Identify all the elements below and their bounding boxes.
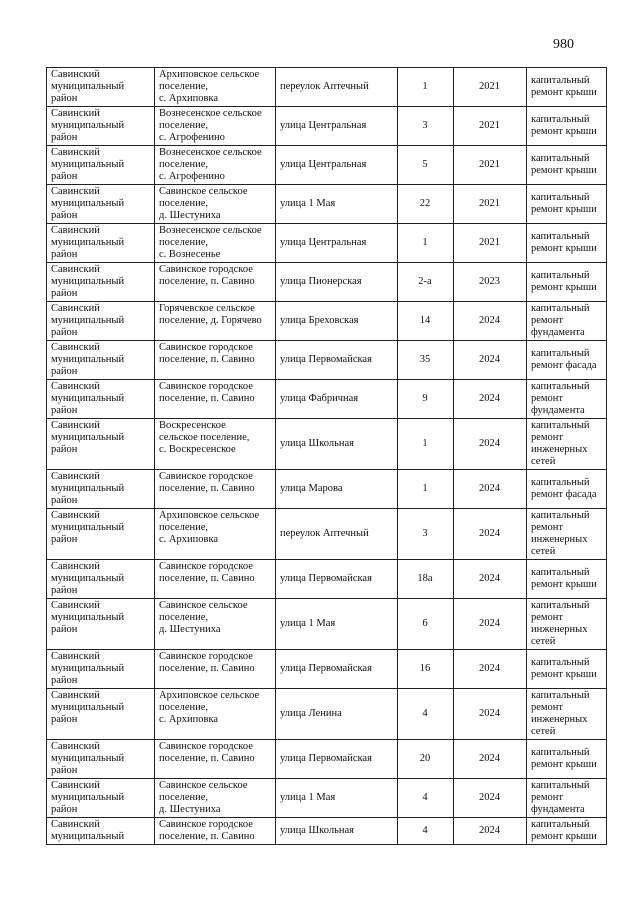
house-number-cell: 14 xyxy=(398,302,454,341)
year-cell: 2024 xyxy=(454,380,527,419)
street-cell: улица Школьная xyxy=(276,818,398,845)
region-cell: Савинский муниципальный район xyxy=(47,650,155,689)
street-cell: улица 1 Мая xyxy=(276,185,398,224)
settlement-cell: Савинское городское поселение, п. Савино xyxy=(155,470,276,509)
table-row xyxy=(47,185,607,224)
table-row xyxy=(47,263,607,302)
house-number-cell: 22 xyxy=(398,185,454,224)
year-cell: 2024 xyxy=(454,302,527,341)
settlement-cell: Вознесенское сельское поселение, с. Вознесенье xyxy=(155,224,276,263)
region-cell: Савинский муниципальный район xyxy=(47,470,155,509)
year-cell: 2024 xyxy=(454,419,527,470)
work-type-cell: капитальный ремонт крыши xyxy=(527,146,607,185)
work-type-cell: капитальный ремонт крыши xyxy=(527,107,607,146)
table-row xyxy=(47,599,607,650)
region-cell: Савинский муниципальный район xyxy=(47,509,155,560)
house-number-cell: 1 xyxy=(398,470,454,509)
work-type-cell: капитальный ремонт инженерных сетей xyxy=(527,509,607,560)
table-row xyxy=(47,380,607,419)
street-cell: переулок Аптечный xyxy=(276,68,398,107)
table-row xyxy=(47,818,607,845)
table-row xyxy=(47,689,607,740)
house-number-cell: 1 xyxy=(398,224,454,263)
region-cell: Савинский муниципальный район xyxy=(47,302,155,341)
work-type-cell: капитальный ремонт крыши xyxy=(527,224,607,263)
table-row xyxy=(47,419,607,470)
region-cell: Савинский муниципальный район xyxy=(47,68,155,107)
settlement-cell: Савинское городское поселение, п. Савино xyxy=(155,341,276,380)
street-cell: улица Первомайская xyxy=(276,560,398,599)
house-number-cell: 16 xyxy=(398,650,454,689)
region-cell: Савинский муниципальный район xyxy=(47,779,155,818)
work-type-cell: капитальный ремонт крыши xyxy=(527,263,607,302)
work-type-cell: капитальный ремонт фундамента xyxy=(527,380,607,419)
settlement-cell: Архиповское сельское поселение, с. Архиповка xyxy=(155,509,276,560)
register-body xyxy=(47,68,607,845)
year-cell: 2024 xyxy=(454,779,527,818)
table-row xyxy=(47,560,607,599)
table-row xyxy=(47,146,607,185)
year-cell: 2024 xyxy=(454,560,527,599)
year-cell: 2021 xyxy=(454,224,527,263)
year-cell: 2024 xyxy=(454,470,527,509)
region-cell: Савинский муниципальный район xyxy=(47,341,155,380)
street-cell: улица Центральная xyxy=(276,224,398,263)
street-cell: переулок Аптечный xyxy=(276,509,398,560)
region-cell: Савинский муниципальный район xyxy=(47,224,155,263)
year-cell: 2021 xyxy=(454,146,527,185)
house-number-cell: 35 xyxy=(398,341,454,380)
region-cell: Савинский муниципальный xyxy=(47,818,155,845)
street-cell: улица Марова xyxy=(276,470,398,509)
year-cell: 2023 xyxy=(454,263,527,302)
house-number-cell: 3 xyxy=(398,107,454,146)
street-cell: улица Фабричная xyxy=(276,380,398,419)
settlement-cell: Савинское городское поселение, п. Савино xyxy=(155,650,276,689)
region-cell: Савинский муниципальный район xyxy=(47,560,155,599)
house-number-cell: 6 xyxy=(398,599,454,650)
year-cell: 2021 xyxy=(454,68,527,107)
table-row xyxy=(47,779,607,818)
year-cell: 2024 xyxy=(454,689,527,740)
region-cell: Савинский муниципальный район xyxy=(47,380,155,419)
year-cell: 2021 xyxy=(454,107,527,146)
settlement-cell: Савинское городское поселение, п. Савино xyxy=(155,380,276,419)
region-cell: Савинский муниципальный район xyxy=(47,107,155,146)
settlement-cell: Воскресенское сельское поселение, с. Воскресенское xyxy=(155,419,276,470)
table-row xyxy=(47,740,607,779)
table-row xyxy=(47,341,607,380)
year-cell: 2024 xyxy=(454,740,527,779)
house-number-cell: 3 xyxy=(398,509,454,560)
street-cell: улица Бреховская xyxy=(276,302,398,341)
table-row xyxy=(47,302,607,341)
work-type-cell: капитальный ремонт фасада xyxy=(527,470,607,509)
year-cell: 2024 xyxy=(454,599,527,650)
work-type-cell: капитальный ремонт инженерных сетей xyxy=(527,689,607,740)
year-cell: 2024 xyxy=(454,818,527,845)
table-row xyxy=(47,107,607,146)
work-type-cell: капитальный ремонт фундамента xyxy=(527,779,607,818)
settlement-cell: Савинское городское поселение, п. Савино xyxy=(155,560,276,599)
street-cell: улица Ленина xyxy=(276,689,398,740)
settlement-cell: Архиповское сельское поселение, с. Архиповка xyxy=(155,68,276,107)
work-type-cell: капитальный ремонт крыши xyxy=(527,560,607,599)
work-type-cell: капитальный ремонт крыши xyxy=(527,740,607,779)
region-cell: Савинский муниципальный район xyxy=(47,263,155,302)
work-type-cell: капитальный ремонт инженерных сетей xyxy=(527,419,607,470)
street-cell: улица Первомайская xyxy=(276,740,398,779)
table-row xyxy=(47,650,607,689)
house-number-cell: 1 xyxy=(398,68,454,107)
region-cell: Савинский муниципальный район xyxy=(47,689,155,740)
work-type-cell: капитальный ремонт крыши xyxy=(527,650,607,689)
work-type-cell: капитальный ремонт фундамента xyxy=(527,302,607,341)
year-cell: 2024 xyxy=(454,650,527,689)
year-cell: 2024 xyxy=(454,509,527,560)
table-row xyxy=(47,224,607,263)
street-cell: улица Центральная xyxy=(276,107,398,146)
settlement-cell: Вознесенское сельское поселение, с. Агрофенино xyxy=(155,146,276,185)
work-type-cell: капитальный ремонт крыши xyxy=(527,68,607,107)
year-cell: 2021 xyxy=(454,185,527,224)
house-number-cell: 1 xyxy=(398,419,454,470)
work-type-cell: капитальный ремонт фасада xyxy=(527,341,607,380)
house-number-cell: 18а xyxy=(398,560,454,599)
work-type-cell: капитальный ремонт крыши xyxy=(527,185,607,224)
street-cell: улица 1 Мая xyxy=(276,599,398,650)
settlement-cell: Горячевское сельское поселение, д. Горячево xyxy=(155,302,276,341)
house-number-cell: 9 xyxy=(398,380,454,419)
house-number-cell: 4 xyxy=(398,818,454,845)
street-cell: улица Первомайская xyxy=(276,341,398,380)
table-row xyxy=(47,509,607,560)
settlement-cell: Савинское городское поселение, п. Савино xyxy=(155,263,276,302)
region-cell: Савинский муниципальный район xyxy=(47,599,155,650)
street-cell: улица 1 Мая xyxy=(276,779,398,818)
street-cell: улица Первомайская xyxy=(276,650,398,689)
settlement-cell: Савинское сельское поселение, д. Шестуниха xyxy=(155,779,276,818)
region-cell: Савинский муниципальный район xyxy=(47,419,155,470)
region-cell: Савинский муниципальный район xyxy=(47,740,155,779)
region-cell: Савинский муниципальный район xyxy=(47,185,155,224)
region-cell: Савинский муниципальный район xyxy=(47,146,155,185)
house-number-cell: 2-а xyxy=(398,263,454,302)
table-row xyxy=(47,68,607,107)
house-number-cell: 20 xyxy=(398,740,454,779)
settlement-cell: Вознесенское сельское поселение, с. Агрофенино xyxy=(155,107,276,146)
page-number: 980 xyxy=(553,37,574,52)
settlement-cell: Савинское городское поселение, п. Савино xyxy=(155,740,276,779)
settlement-cell: Савинское сельское поселение, д. Шестуниха xyxy=(155,185,276,224)
street-cell: улица Пионерская xyxy=(276,263,398,302)
table-row xyxy=(47,470,607,509)
house-number-cell: 5 xyxy=(398,146,454,185)
work-type-cell: капитальный ремонт инженерных сетей xyxy=(527,599,607,650)
settlement-cell: Савинское городское поселение, п. Савино xyxy=(155,818,276,845)
repair-register-table xyxy=(46,67,607,845)
settlement-cell: Архиповское сельское поселение, с. Архиповка xyxy=(155,689,276,740)
street-cell: улица Школьная xyxy=(276,419,398,470)
house-number-cell: 4 xyxy=(398,689,454,740)
house-number-cell: 4 xyxy=(398,779,454,818)
year-cell: 2024 xyxy=(454,341,527,380)
settlement-cell: Савинское сельское поселение, д. Шестуниха xyxy=(155,599,276,650)
street-cell: улица Центральная xyxy=(276,146,398,185)
work-type-cell: капитальный ремонт крыши xyxy=(527,818,607,845)
